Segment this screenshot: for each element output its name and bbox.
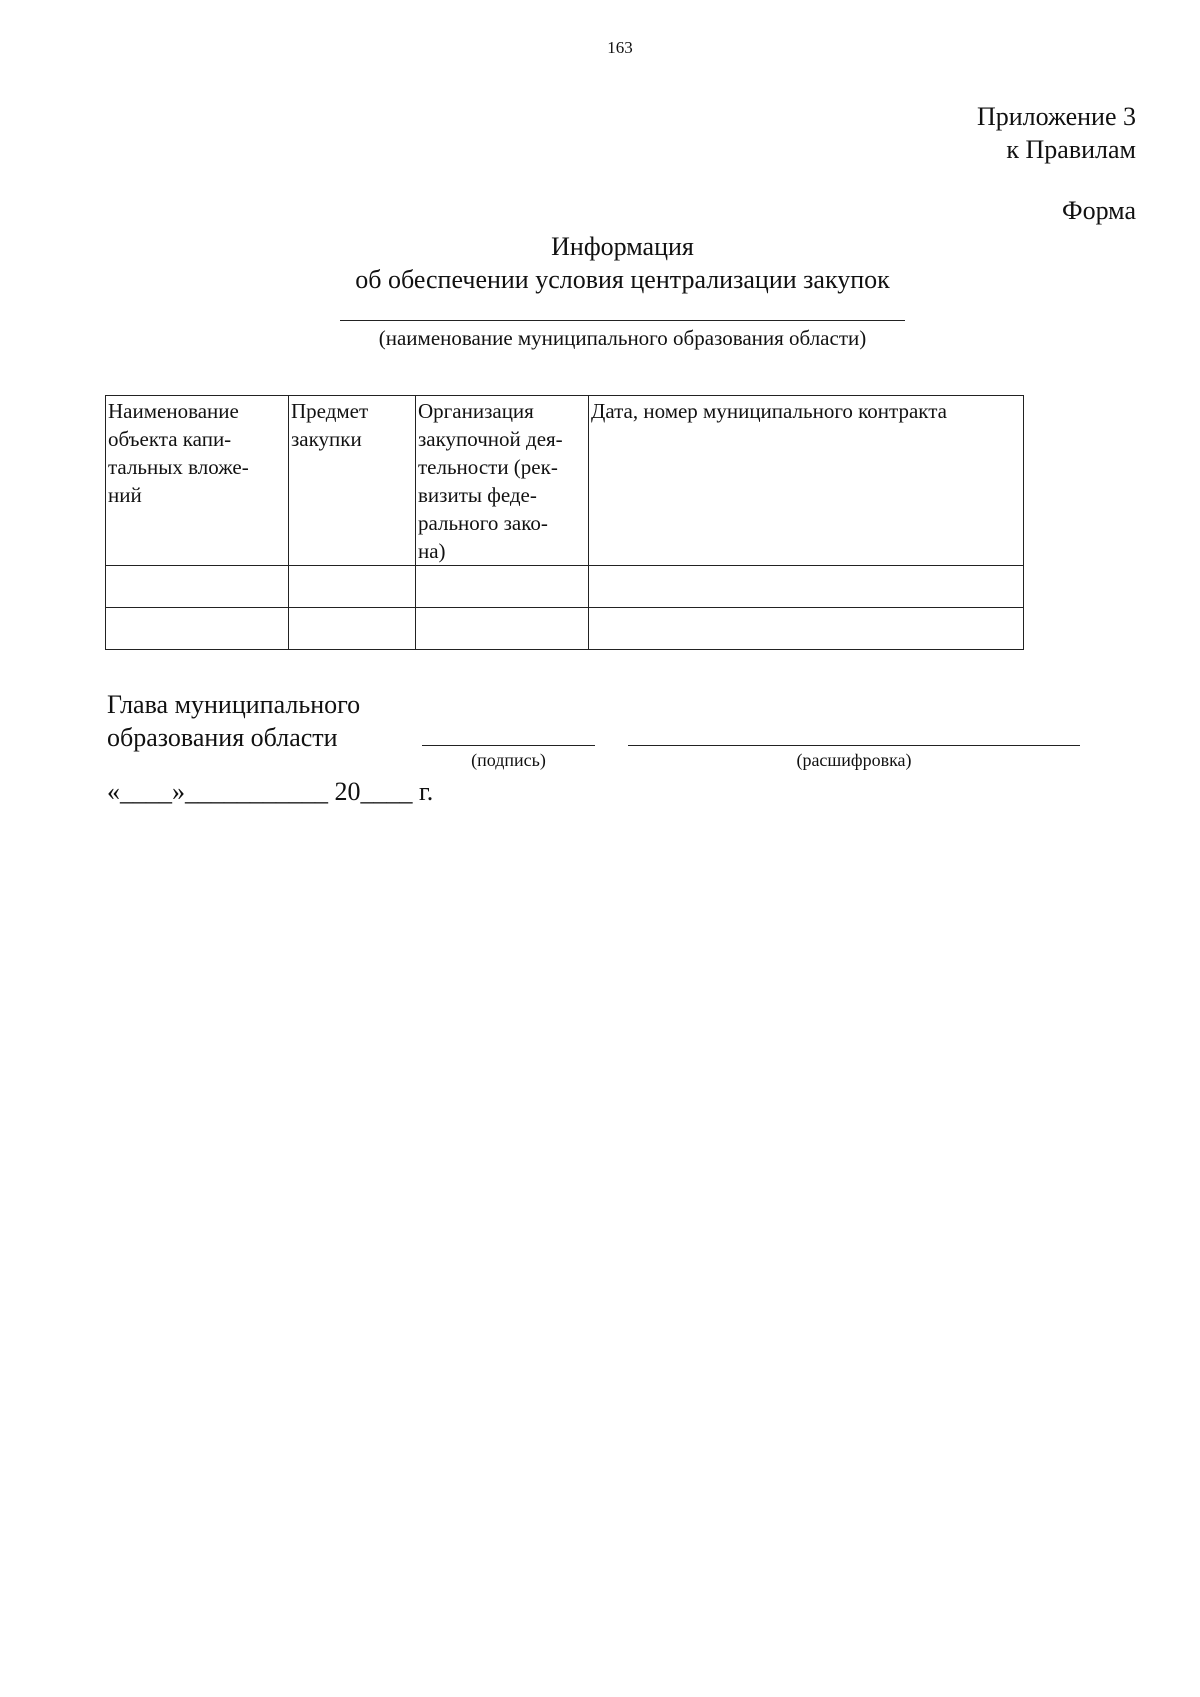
document-title-line-2: об обеспечении условия централизации закупок — [355, 265, 890, 294]
table-cell — [589, 608, 1024, 650]
decryption-caption: (расшифровка) — [796, 750, 912, 770]
column-header-capital-object — [106, 396, 289, 566]
table-cell — [416, 608, 589, 650]
table-row — [106, 608, 1024, 650]
form-label: Форма — [1062, 196, 1136, 225]
decryption-line — [628, 745, 1080, 746]
column-header-contract-date-number — [589, 396, 1024, 566]
municipality-name-line — [340, 320, 905, 321]
column-header-procurement-organization — [416, 396, 589, 566]
appendix-line-1: Приложение 3 — [976, 102, 1136, 131]
column-header-label: Дата, номер муниципального контракта — [591, 399, 947, 423]
signature-caption: (подпись) — [471, 750, 546, 770]
table-row — [106, 566, 1024, 608]
column-header-label: Предмет закупки — [291, 399, 369, 451]
municipality-name-caption: (наименование муниципального образования области) — [378, 326, 867, 350]
page-number: 163 — [607, 38, 633, 57]
table-cell — [416, 566, 589, 608]
table-cell — [106, 608, 289, 650]
date-line: «____»___________ 20____ г. — [107, 777, 434, 806]
document-title — [0, 230, 1200, 296]
appendix-line-2: к Правилам — [1006, 135, 1136, 164]
table-cell — [106, 566, 289, 608]
table-cell — [289, 566, 416, 608]
table-header-row — [106, 396, 1024, 566]
signature-line — [422, 745, 595, 746]
table-cell — [289, 608, 416, 650]
appendix-reference — [977, 100, 1136, 166]
signer-title: Глава муниципального образования области — [107, 690, 361, 752]
column-header-label: Наименование объекта капи- тальных вложе- ний — [108, 399, 249, 507]
column-header-procurement-subject — [289, 396, 416, 566]
document-title-line-1: Информация — [551, 232, 694, 261]
table-cell — [589, 566, 1024, 608]
procurement-info-table — [105, 395, 1024, 650]
column-header-label: Организация закупочной дея- тельности (рек- визиты феде- рального зако- на) — [418, 399, 563, 563]
